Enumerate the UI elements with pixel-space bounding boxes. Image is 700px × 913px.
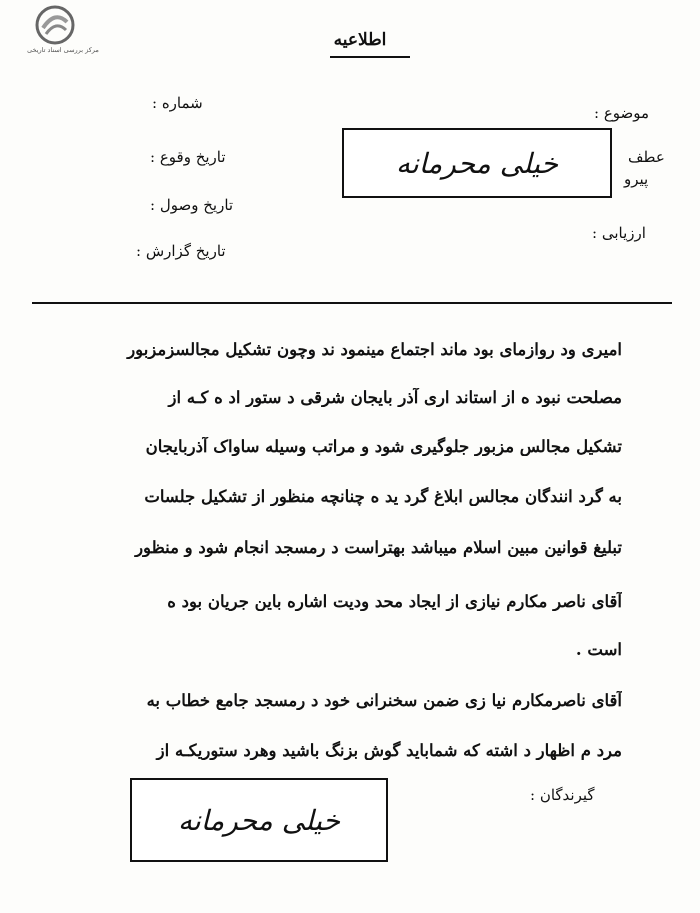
archive-logo-text: مرکز بررسی اسناد تاریخی — [27, 46, 99, 54]
stamp-text-top: خیلی محرمانه — [395, 146, 559, 180]
body-line-9: مرد م اظهار د اشته که شماباید گوش بزنگ باشید وهرد ستوریکـه از — [156, 741, 622, 760]
event-date-field: تاریخ وقوع : — [150, 148, 226, 166]
title-underline — [330, 56, 410, 58]
subject-field: موضوع : — [594, 104, 650, 122]
receipt-date-field: تاریخ وصول : — [150, 196, 234, 214]
report-date-field: تاریخ گزارش : — [136, 242, 226, 260]
document-title: اطلاعیه — [333, 30, 387, 50]
classification-stamp-bottom — [130, 778, 388, 862]
evaluation-field: ارزیابی : — [592, 224, 646, 242]
classification-stamp-top — [342, 128, 612, 198]
body-line-5: تبلیغ قوانین مبین اسلام میباشد بهتراست د رمسجد انجام شود و منظور — [135, 538, 622, 557]
body-line-2: مصلحت نبود ه از استاند اری آذر بایجان شرقی د ستور اد ه کـه از — [168, 388, 622, 407]
body-line-7: است . — [575, 640, 622, 659]
body-line-8: آقای ناصرمکارم نیا زی ضمن سخنرانی خود د رمسجد جامع خطاب به — [146, 691, 622, 710]
number-field: شماره : — [152, 94, 203, 112]
body-line-4: به گرد انندگان مجالس ابلاغ گرد ید ه چنانچه منظور از تشکیل جلسات — [144, 487, 622, 506]
body-line-3: تشکیل مجالس مزبور جلوگیری شود و مراتب وسیله ساواک آذربایجان — [145, 437, 622, 456]
reference-field: عطف — [628, 148, 665, 166]
followup-field: پیرو — [624, 170, 649, 188]
divider-line — [32, 302, 672, 304]
stamp-text-bottom: خیلی محرمانه — [177, 803, 341, 837]
recipients-label: گیرندگان : — [530, 786, 595, 804]
body-line-1: امیری ود روازمای بود ماند اجتماع مینمود ند وچون تشکیل مجالسزمزبور — [127, 340, 622, 359]
body-line-6: آقای ناصر مکارم نیازی از ایجاد محد ودیت اشاره باین جریان بود ه — [167, 592, 622, 611]
archive-logo-icon — [34, 4, 76, 46]
archive-logo — [8, 4, 118, 60]
